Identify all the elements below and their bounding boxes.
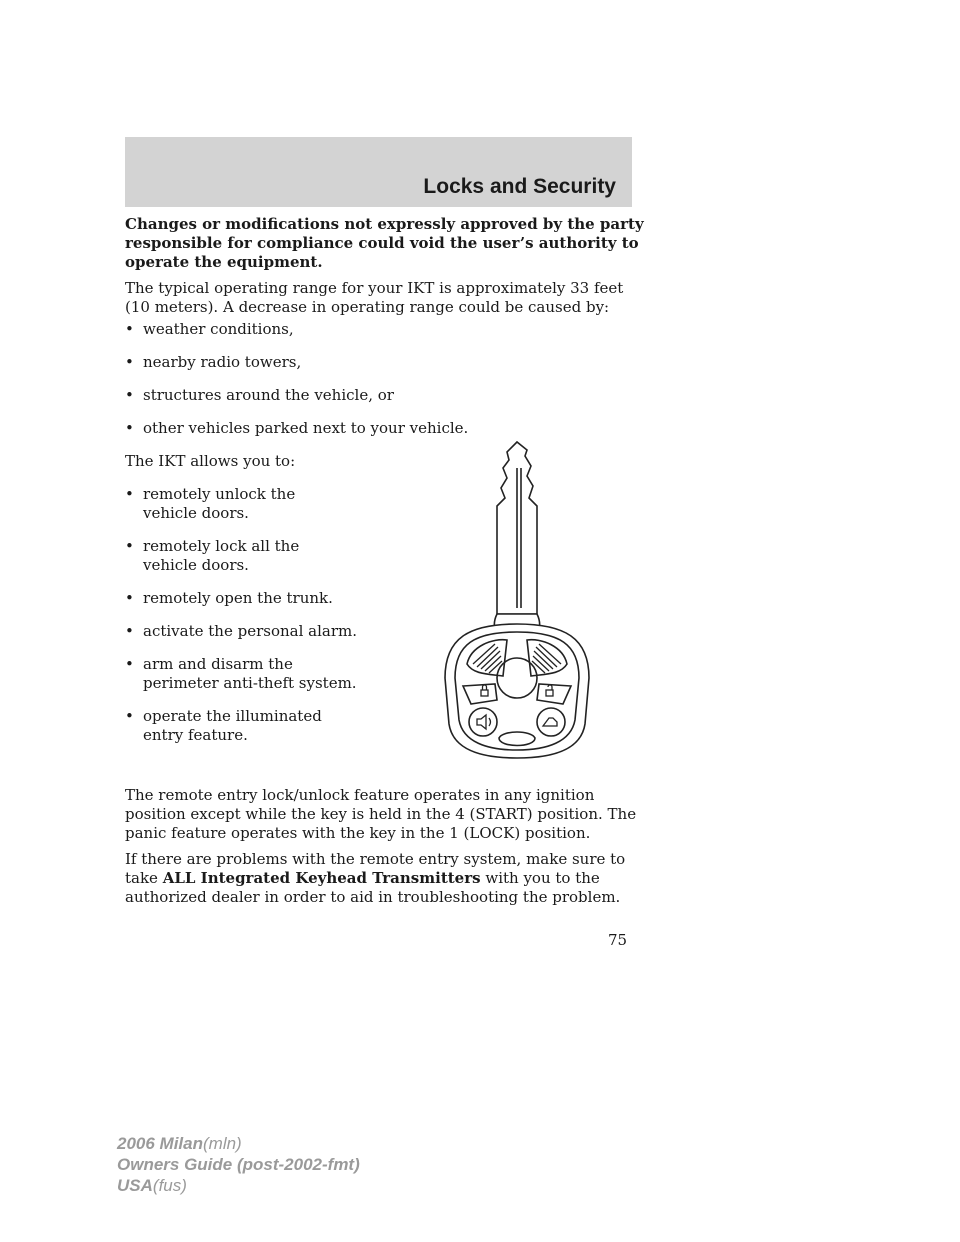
bullet-icon: •	[125, 419, 134, 437]
range-intro: The typical operating range for your IKT is approximately 33 feet (10 meters). A decrease in operating range could be caused by:	[125, 279, 624, 316]
ikt-intro: The IKT allows you to:	[125, 452, 296, 470]
page-number: 75	[608, 931, 628, 949]
bullet-icon: •	[125, 537, 134, 555]
integrated-keyhead-transmitter-icon	[437, 438, 597, 760]
bullet-icon: •	[125, 353, 134, 371]
bullet-icon: •	[125, 589, 134, 607]
bullet-icon: •	[125, 485, 134, 503]
bullet-icon: •	[125, 320, 134, 338]
compliance-warning: Changes or modifications not expressly approved by the party responsible for compliance could void the user’s authority to operate the equipment.	[125, 215, 644, 271]
bullet-icon: •	[125, 655, 134, 673]
bullet-icon: •	[125, 622, 134, 640]
bullet-icon: •	[125, 707, 134, 725]
section-header-band	[125, 137, 632, 207]
bullet-icon: •	[125, 386, 134, 404]
section-title: Locks and Security	[423, 175, 616, 198]
problems-paragraph: If there are problems with the remote entry system, make sure to take ALL Integrated Keyhead Transmitters with you to the authorized dealer in order to aid in troubleshooting the problem.	[125, 850, 626, 906]
footer: 2006 Milan(mln) Owners Guide (post-2002-fmt) USA(fus)	[117, 1134, 360, 1195]
ignition-note: The remote entry lock/unlock feature operates in any ignition position except while the key is held in the 4 (START) position. The panic feature operates with the key in the 1 (LOCK) position.	[125, 786, 637, 842]
